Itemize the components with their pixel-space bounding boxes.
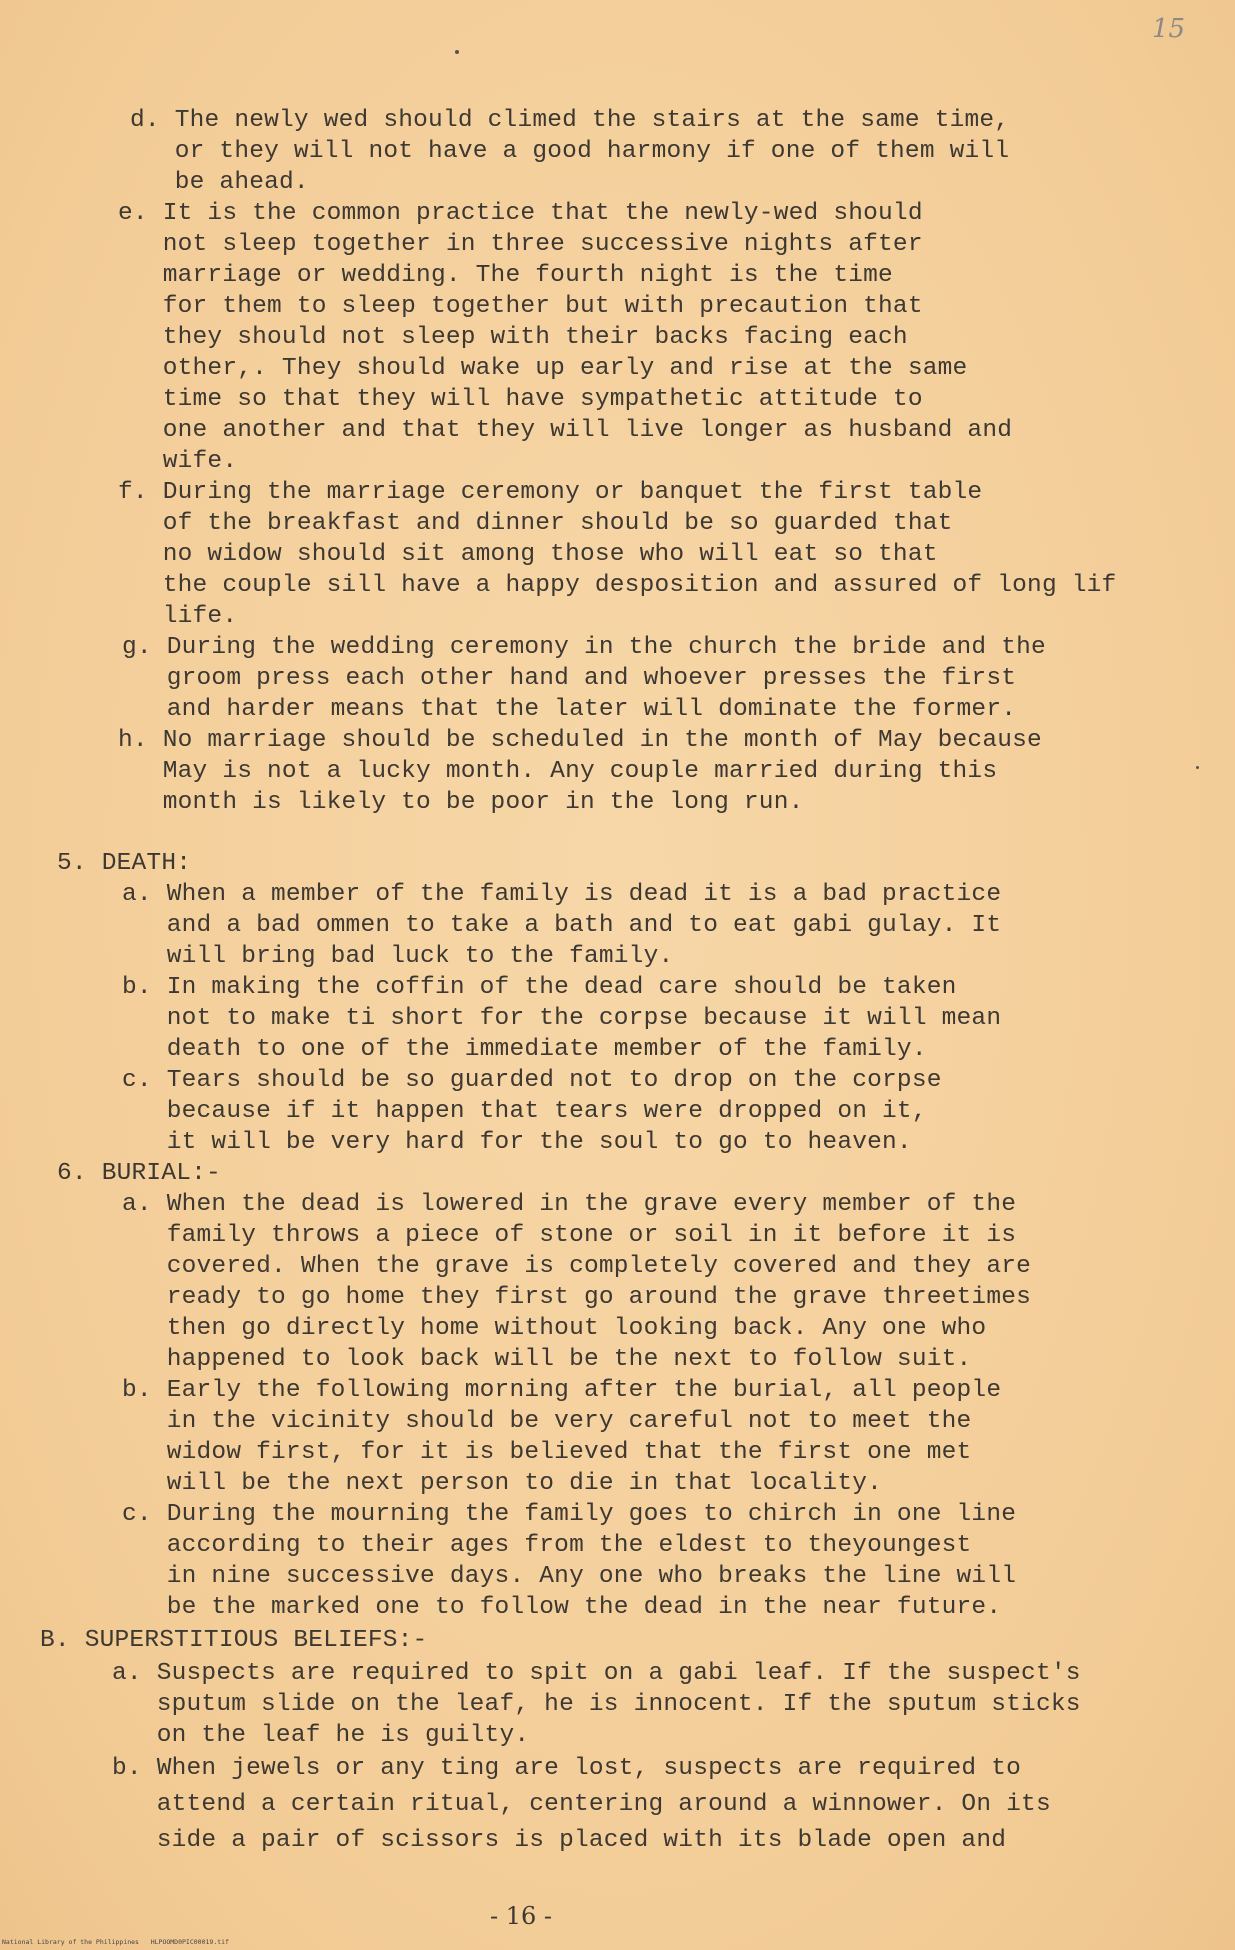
text-line: and harder means that the later will dominate the former.	[122, 696, 1017, 723]
ink-speck	[455, 50, 459, 54]
text-line: sputum slide on the leaf, he is innocent. If the sputum sticks	[112, 1691, 1081, 1718]
text-line: the couple sill have a happy desposition and assured of long lif	[118, 572, 1117, 599]
text-line: marriage or wedding. The fourth night is the time	[118, 262, 893, 289]
text-line: b. Early the following morning after the burial, all people	[122, 1377, 1002, 1404]
text-line: in nine successive days. Any one who breaks the line will	[122, 1563, 1017, 1590]
text-line: 6. BURIAL:-	[57, 1160, 221, 1187]
text-line: one another and that they will live longer as husband and	[118, 417, 1013, 444]
text-line: a. Suspects are required to spit on a gabi leaf. If the suspect's	[112, 1660, 1081, 1687]
text-line: because if it happen that tears were dropped on it,	[122, 1098, 927, 1125]
text-line: c. Tears should be so guarded not to drop on the corpse	[122, 1067, 942, 1094]
text-line: will be the next person to die in that locality.	[122, 1470, 883, 1497]
text-line: in the vicinity should be very careful not to meet the	[122, 1408, 972, 1435]
text-line: wife.	[118, 448, 238, 475]
text-line: month is likely to be poor in the long run.	[118, 789, 804, 816]
ink-speck	[1196, 766, 1199, 769]
footer-page-number: - 16 -	[490, 1902, 553, 1930]
text-line: it will be very hard for the soul to go to heaven.	[122, 1129, 912, 1156]
text-line: other,. They should wake up early and rise at the same	[118, 355, 968, 382]
text-line: and a bad ommen to take a bath and to eat gabi gulay. It	[122, 912, 1002, 939]
text-line: happened to look back will be the next to follow suit.	[122, 1346, 972, 1373]
text-line: according to their ages from the eldest to theyoungest	[122, 1532, 972, 1559]
text-line: not sleep together in three successive nights after	[118, 231, 923, 258]
text-line: c. During the mourning the family goes to chirch in one line	[122, 1501, 1017, 1528]
text-line: b. When jewels or any ting are lost, suspects are required to	[112, 1755, 1022, 1782]
text-line: g. During the wedding ceremony in the church the bride and the	[122, 634, 1046, 661]
text-line: on the leaf he is guilty.	[112, 1722, 530, 1749]
text-line: b. In making the coffin of the dead care should be taken	[122, 974, 957, 1001]
text-line: be ahead.	[130, 169, 309, 196]
text-line: covered. When the grave is completely covered and they are	[122, 1253, 1032, 1280]
text-line: or they will not have a good harmony if one of them will	[130, 138, 1010, 165]
text-line: e. It is the common practice that the newly-wed should	[118, 200, 923, 227]
text-line: ready to go home they first go around the grave threetimes	[122, 1284, 1032, 1311]
text-line: a. When the dead is lowered in the grave every member of the	[122, 1191, 1017, 1218]
text-line: they should not sleep with their backs facing each	[118, 324, 908, 351]
text-line: time so that they will have sympathetic attitude to	[118, 386, 923, 413]
text-line: will bring bad luck to the family.	[122, 943, 674, 970]
text-line: side a pair of scissors is placed with its blade open and	[112, 1827, 1007, 1854]
scan-credit-line: National Library of the Philippines HLPOOMD0PIC00019.tif	[2, 1938, 229, 1946]
text-line: family throws a piece of stone or soil in it before it is	[122, 1222, 1017, 1249]
text-line: attend a certain ritual, centering around a winnower. On its	[112, 1791, 1051, 1818]
handwritten-page-number: 15	[1152, 14, 1186, 44]
text-line: May is not a lucky month. Any couple married during this	[118, 758, 998, 785]
text-line: death to one of the immediate member of the family.	[122, 1036, 927, 1063]
text-line: h. No marriage should be scheduled in the month of May because	[118, 727, 1042, 754]
text-line: a. When a member of the family is dead it is a bad practice	[122, 881, 1002, 908]
text-line: not to make ti short for the corpse because it will mean	[122, 1005, 1002, 1032]
text-line: of the breakfast and dinner should be so guarded that	[118, 510, 953, 537]
text-line: be the marked one to follow the dead in the near future.	[122, 1594, 1002, 1621]
text-line: groom press each other hand and whoever presses the first	[122, 665, 1017, 692]
text-line: widow first, for it is believed that the first one met	[122, 1439, 972, 1466]
text-line: 5. DEATH:	[57, 850, 192, 877]
text-line: for them to sleep together but with precaution that	[118, 293, 923, 320]
text-line: life.	[118, 603, 238, 630]
text-line: f. During the marriage ceremony or banquet the first table	[118, 479, 983, 506]
text-line: no widow should sit among those who will eat so that	[118, 541, 938, 568]
text-line: then go directly home without looking back. Any one who	[122, 1315, 987, 1342]
text-line: B. SUPERSTITIOUS BELIEFS:-	[40, 1627, 428, 1654]
text-line: d. The newly wed should climed the stairs at the same time,	[130, 107, 1010, 134]
